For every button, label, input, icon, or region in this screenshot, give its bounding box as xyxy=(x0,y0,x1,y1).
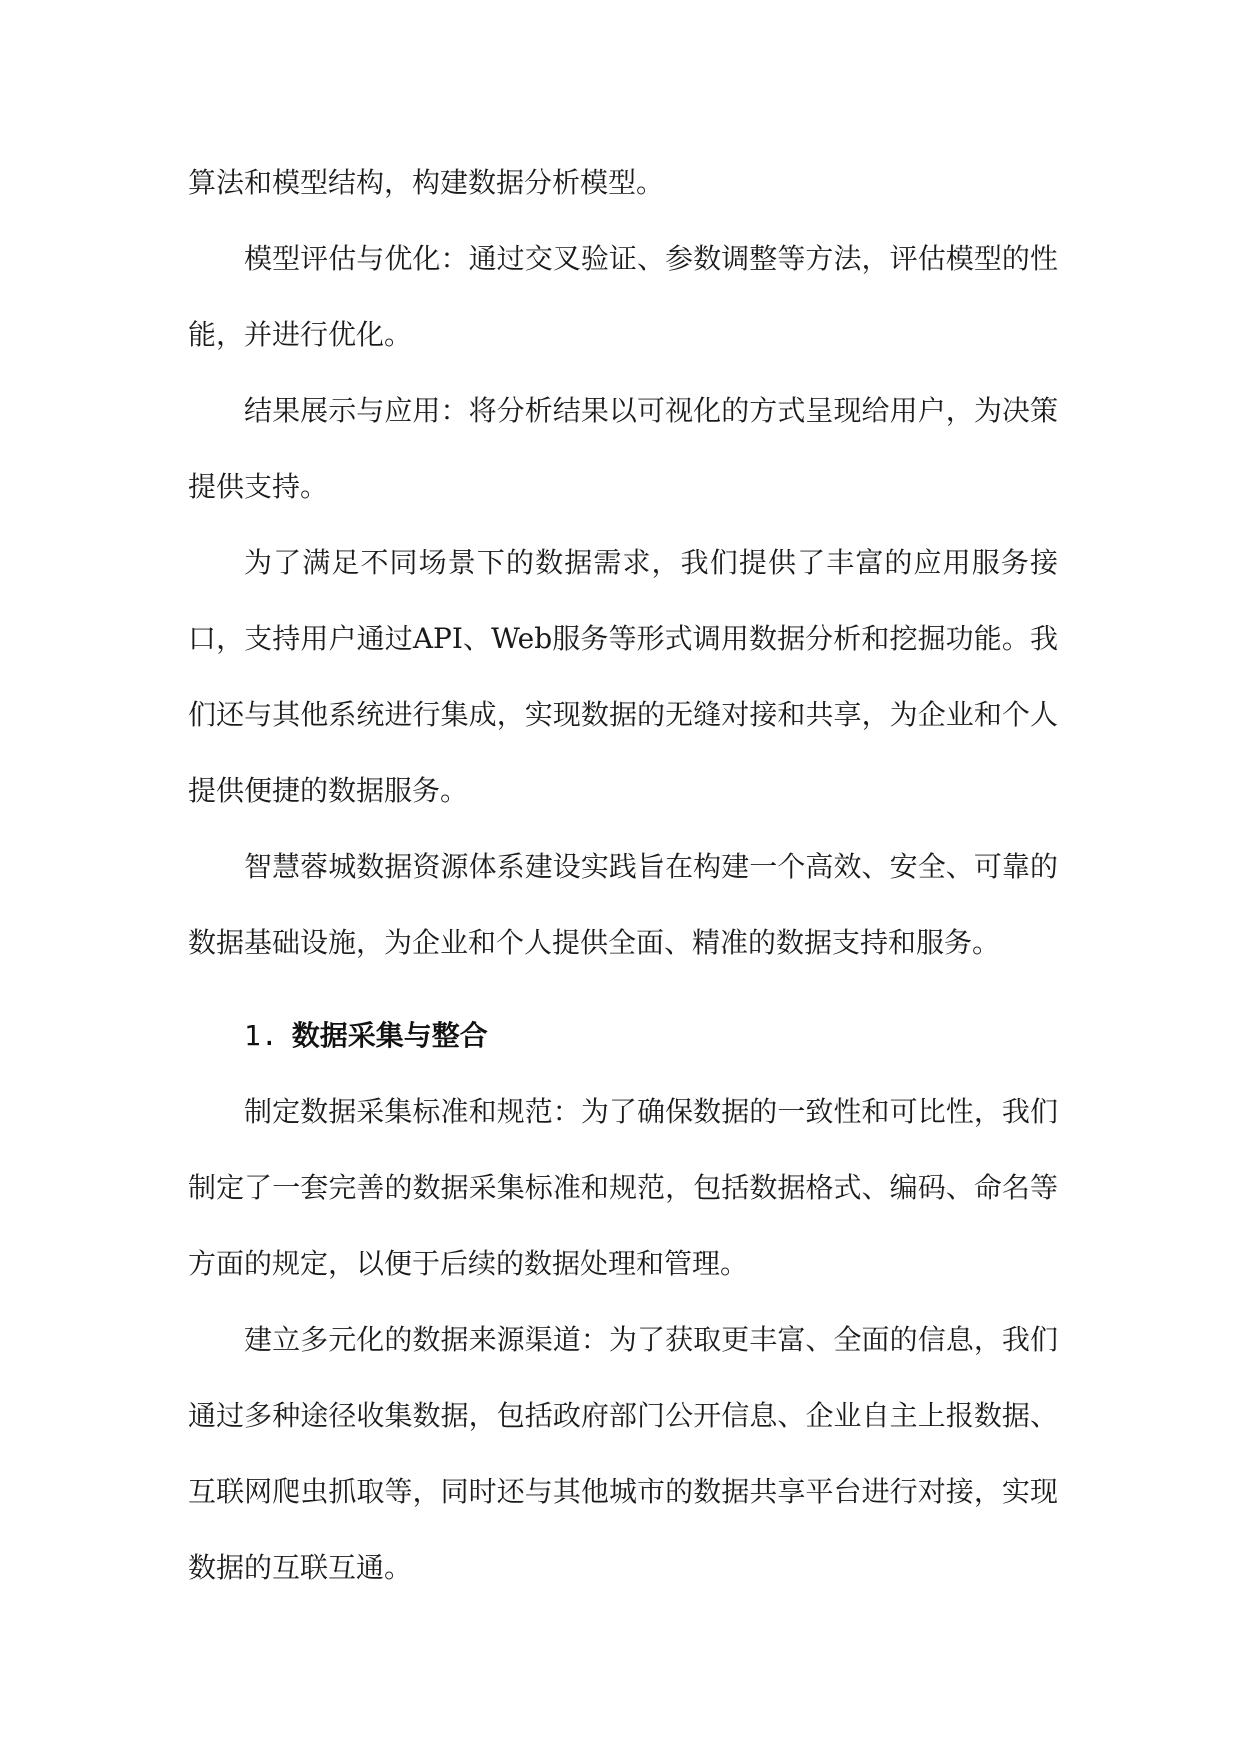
paragraph-model-evaluation: 模型评估与优化：通过交叉验证、参数调整等方法，评估模型的性能，并进行优化。 xyxy=(188,242,1058,351)
section-heading-number: 1. xyxy=(244,1019,278,1052)
paragraph-data-sources: 建立多元化的数据来源渠道：为了获取更丰富、全面的信息，我们通过多种途径收集数据，包括政府部门公开信息、企业自主上报数据、互联网爬虫抓取等，同时还与其他城市的数据共享平台进行对接，实现数据的互联互通。 xyxy=(188,1323,1058,1584)
paragraph-collection-standards: 制定数据采集标准和规范：为了确保数据的一致性和可比性，我们制定了一套完善的数据采集标准和规范，包括数据格式、编码、命名等方面的规定，以便于后续的数据处理和管理。 xyxy=(188,1095,1058,1280)
paragraph-model-building-continued: 算法和模型结构，构建数据分析模型。 xyxy=(188,166,665,199)
paragraph-practice-summary: 智慧蓉城数据资源体系建设实践旨在构建一个高效、安全、可靠的数据基础设施，为企业和个人提供全面、精准的数据支持和服务。 xyxy=(188,850,1058,959)
paragraph-service-interfaces: 为了满足不同场景下的数据需求，我们提供了丰富的应用服务接口，支持用户通过API、Web服务等形式调用数据分析和挖掘功能。我们还与其他系统进行集成，实现数据的无缝对接和共享，为企业和个人提供便捷的数据服务。 xyxy=(188,546,1058,807)
document-body xyxy=(188,145,1058,1606)
paragraph-result-presentation: 结果展示与应用：将分析结果以可视化的方式呈现给用户，为决策提供支持。 xyxy=(188,394,1058,503)
section-heading-title: 数据采集与整合 xyxy=(291,1019,488,1052)
section-heading xyxy=(188,998,1058,1074)
